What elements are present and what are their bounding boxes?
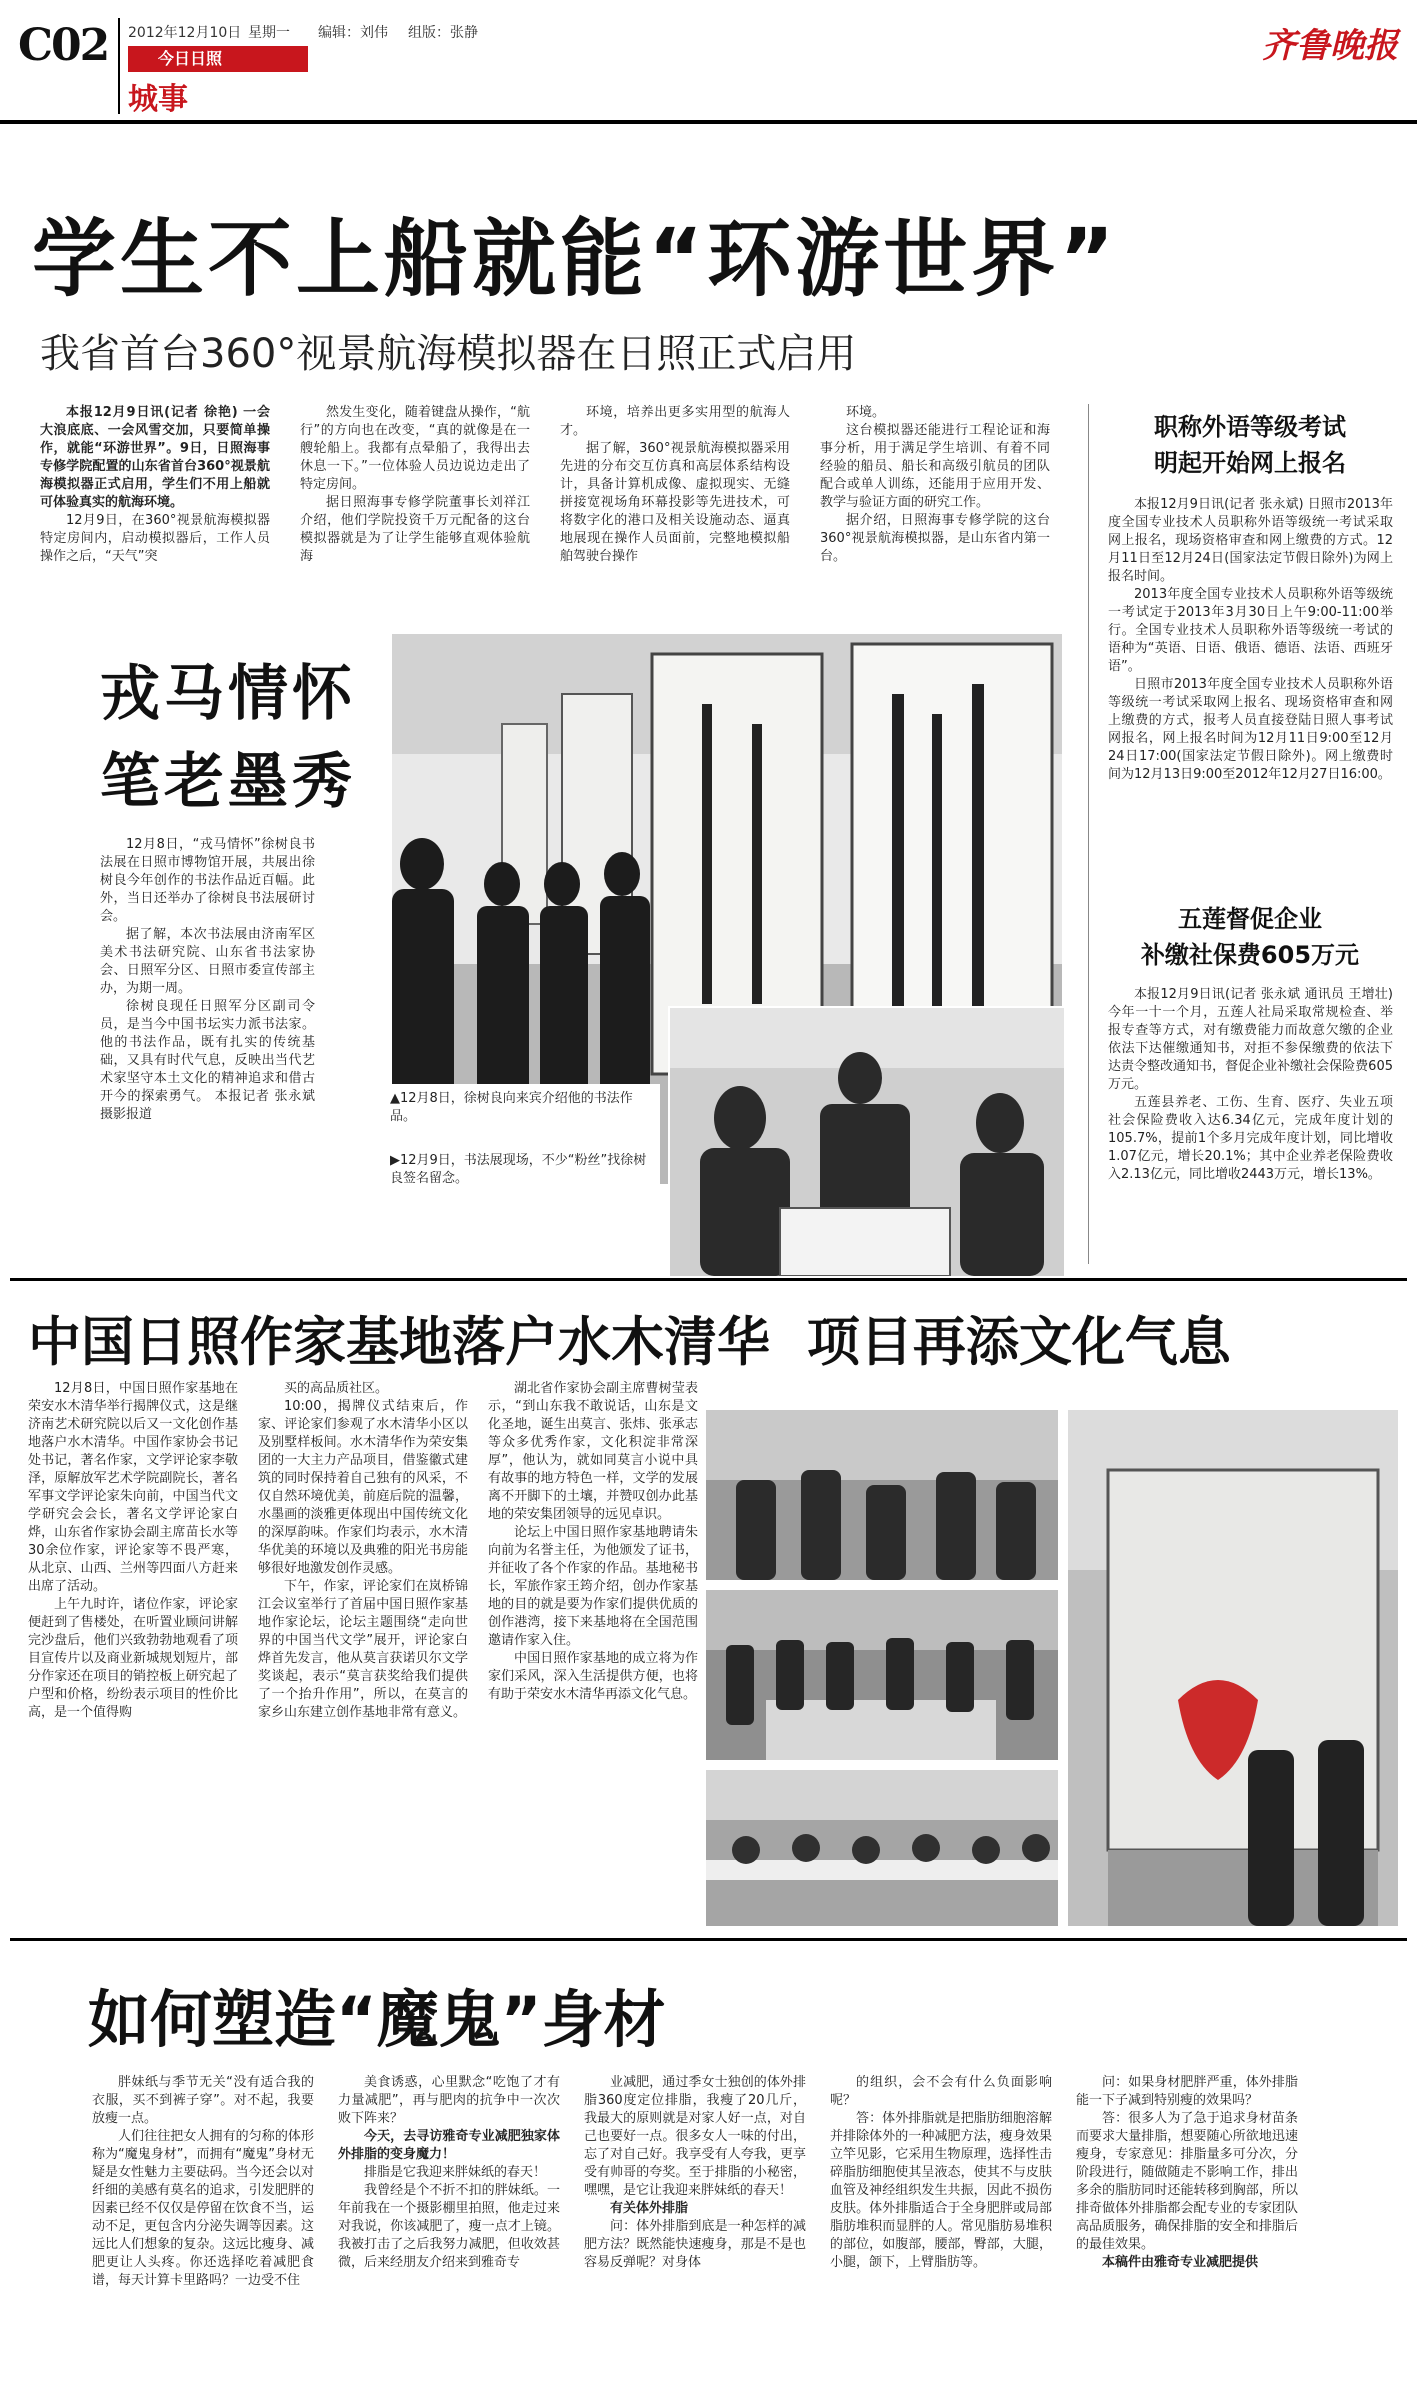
article4-para: 答：体外排脂就是把脂肪细胞溶解并排除体外的一种减肥方法，瘦身效果立竿见影，它采用生物原理，选择性击碎脂肪细胞使其呈液态，使其不与皮肤血管及神经组织发生共振，因此不损伤皮肤。体外排脂适合于全身肥胖或局部脂肪堆积而显胖的人。常见脂肪易堆积的部位，如腹部，腰部，臀部，大腿，小腿，颌下，上臂脂肪等。 [830,2111,1052,2270]
article1-col-3 [560,404,790,614]
sidebar1-para: 本报12月9日讯(记者 张永斌) 日照市2013年度全国专业技术人员职称外语等级统一考试采取网上报名，现场资格审查和网上缴费的方式。12月11日至12月24日(国家法定节假日除外)为网上报名时间。 [1108,497,1393,584]
article3-col-2 [258,1380,468,1910]
sand-table-photo [706,1590,1058,1760]
article3-para: 12月8日，中国日照作家基地在荣安水木清华举行揭牌仪式，这是继济南艺术研究院以后又一文化创作基地落户水木清华。中国作家协会书记处书记，著名作家，文学评论家李敬泽，原解放军艺术学院副院长，著名军事文学评论家朱向前，中国当代文学研究会会长，著名文学评论家白烨，山东省作家协会副主席苗长水等30余位作家，评论家等不畏严寒，从北京、山西、兰州等四面八方赶来出席了活动。 [28,1381,238,1594]
sidebar1-title-1: 职称外语等级考试 [1154,413,1346,441]
unveiling-photo [1068,1410,1398,1926]
article3-para: 下午，作家，评论家们在岚桥锦江会议室举行了首届中国日照作家基地作家论坛，论坛主题围绕“走向世界的中国当代文学”展开，评论家白烨首先发言，他从莫言获诺贝尔文学奖谈起，表示“莫言获奖给我们提供了一个抬升作用”，所以，在莫言的家乡山东建立创作基地非常有意义。 [258,1579,468,1720]
article3-col-1 [28,1380,238,1910]
article3-headline: 中国日照作家基地落户水木清华 项目再添文化气息 [28,1312,1231,1373]
section-tag: 今日日照 [128,46,308,72]
article2-para: 徐树良现任日照军分区副司令员，是当今中国书坛实力派书法家。他的书法作品，既有扎实的传统基础，又具有时代气息，反映出当代艺术家坚守本土文化的精神追求和借古开今的探索勇气。 本报记者 张永斌 摄影报道 [100,999,315,1122]
issue-date: 2012年12月10日 [128,25,242,41]
article1-col-4 [820,404,1050,614]
sidebar1-body [1108,496,1393,896]
article4-para: 的组织，会不会有什么负面影响呢？ [830,2075,1052,2108]
sand-table-illustration [706,1590,1058,1760]
article4-para: 排脂是它我迎来胖妹纸的春天！ [364,2165,547,2180]
forum-illustration [706,1770,1058,1926]
section-rule-1 [10,1278,1407,1281]
signing-photo [668,1006,1066,1278]
article4-col-4 [830,2074,1052,2374]
article1-para: 这台模拟器还能进行工程论证和海事分析，用于满足学生培训、有着不同经验的船员、船长和高级引航员的团队配合或单人训练，还能用于应用开发、教学与验证方面的研究工作。 [820,423,1050,510]
article1-col-1 [40,404,270,614]
article2-headline-2: 笔老墨秀 [100,747,356,817]
sidebar1-para: 2013年度全国专业技术人员职称外语等级统一考试定于2013年3月30日上午9:00-11:00举行。全国专业技术人员职称外语等级统一考试的语种为“英语、日语、俄语、德语、法语、西班牙语”。 [1108,587,1393,674]
sidebar2-title-1: 五莲督促企业 [1178,905,1322,933]
issue-layout: 组版：张静 [408,25,478,41]
article4-para: 答：很多人为了急于追求身材苗条而要求大量排脂，想要随心所欲地迅速瘦身，专家意见：排脂量多可分次，分阶段进行，随做随走不影响工作，排出多余的脂肪同时还能转移到胸部，所以排奇做体外排脂都会配专业的专家团队高品质服务，确保排脂的安全和排脂后的最佳效果。 [1076,2111,1298,2252]
article4-col-5 [1076,2074,1298,2374]
article1-para: 据了解，360°视景航海模拟器采用先进的分布交互仿真和高层体系结构设计，具备计算机成像、虚拟现实、无缝拼接宽视场角环幕投影等先进技术，可将数字化的港口及相关设施动态、逼真地展现在操作人员面前，完整地模拟船舶驾驶台操作 [560,441,790,564]
article4-para: 胖妹纸与季节无关“没有适合我的衣服，买不到裤子穿”。对不起，我要放瘦一点。 [92,2075,314,2126]
article1-col-2 [300,404,530,614]
sidebar2-body [1108,986,1393,1266]
article4-headline: 如何塑造“魔鬼”身材 [88,1983,666,2056]
article3-para: 中国日照作家基地的成立将为作家们采风，深入生活提供方便，也将有助于荣安水木清华再添文化气息。 [488,1651,698,1702]
page-code: C02 [18,20,109,71]
masthead [0,0,1417,122]
article3-para: 10:00，揭牌仪式结束后，作家、评论家们参观了水木清华小区以及别墅样板间。水木清华作为荣安集团的一大主力产品项目，借鉴徽式建筑的同时保持着自己独有的风采，不仅自然环境优美，前庭后院的温馨，水墨画的淡雅更体现出中国传统文化的深厚韵味。作家们均表示，水木清华优美的环境以及典雅的阳光书房能够很好地激发创作灵感。 [258,1399,468,1576]
article4-para: 美食诱惑，心里默念“吃饱了才有力量减肥”，再与肥肉的抗争中一次次败下阵来？ [338,2075,560,2126]
article4-para: 今天，去寻访雅奇专业减肥独家体外排脂的变身魔力！ [338,2129,560,2162]
article4-para: 我曾经是个不折不扣的胖妹纸。一年前我在一个摄影棚里拍照，他走过来对我说，你该减肥了，瘦一点才上镜。我被打击了之后我努力减肥，但收效甚微，后来经朋友介绍来到雅奇专 [338,2183,560,2270]
sidebar2-title-2: 补缴社保费605万元 [1140,941,1360,969]
article4-col-3 [584,2074,806,2374]
article4-subhead: 有关体外排脂 [610,2201,689,2216]
article1-para: 环境。 [846,405,886,420]
article1-para: 然发生变化，随着键盘从操作，“航行”的方向也在改变，“真的就像是在一艘轮船上。我都有点晕船了，我得出去休息一下。”一位体验人员边说边走出了特定房间。 [300,405,530,492]
article3-para: 上午九时许，诸位作家，评论家便赶到了售楼处，在听置业顾问讲解完沙盘后，他们兴致勃勃地观看了项目宣传片以及商业新城规划短片，部分作家还在项目的销控板上研究起了户型和价格，纷纷表示项目的性价比高，是一个值得购 [28,1597,238,1720]
sidebar1-title-2: 明起开始网上报名 [1154,449,1346,477]
article4-para: 业减肥，通过季女士独创的体外排脂360度定位排脂，我瘦了20几斤，我最大的原则就是对家人好一点，对自己也要好一点。很多女人一味的付出，忘了对自己好。我享受有人夸我，更享受有帅哥的夸奖。至于排脂的小秘密，嘿嘿，是它让我迎来胖妹纸的春天！ [584,2075,806,2198]
article4-para: 人们往往把女人拥有的匀称的体形称为“魔鬼身材”，而拥有“魔鬼”身材无疑是女性魅力主要砝码。当今还会以对纤细的美感有莫名的追求，引发肥胖的因素已经不仅仅是停留在饮食不当，运动不足，更包含内分泌失调等因素。这远比人们想象的复杂。这远比瘦身、减肥更让人头疼。你还选择吃着减肥食谱，每天计算卡里路吗？一边受不住 [92,2129,314,2288]
article4-para: 问：如果身材肥胖严重，体外排脂能一下子减到特别瘦的效果吗？ [1076,2075,1298,2108]
article1-para: 本报12月9日讯(记者 徐艳) 一会大浪底底、一会风雪交加，只要简单操作，就能“环游世界”。9日，日照海事专修学院配置的山东省首台360°视景航海模拟器正式启用，学生们不用上船就可体验真实的航海环境。 [40,405,270,510]
article4-col-2 [338,2074,560,2374]
article4-para: 问：体外排脂到底是一种怎样的减肥方法？既然能快速瘦身，那是不是也容易反弹呢？对身体 [584,2219,806,2270]
signing-illustration [670,1008,1064,1276]
masthead-rule [0,120,1417,124]
sidebar1-para: 日照市2013年度全国专业技术人员职称外语等级统一考试采取网上报名、现场资格审查和网上缴费的方式，报考人员直接登陆日照人事考试网报名，网上报名时间为12月11日9:00至12月24日17:00(国家法定节假日除外)。网上缴费时间为12月13日9:00至2012年12月27日16:00。 [1108,677,1393,782]
article2-para: 据了解，本次书法展由济南军区美术书法研究院、山东省书法家协会、日照军分区、日照市委宣传部主办，为期一周。 [100,927,315,996]
newspaper-logo: 齐鲁晚报 [1262,26,1398,66]
article4-col-1 [92,2074,314,2374]
masthead-divider [118,18,120,114]
article3-para: 论坛上中国日照作家基地聘请朱向前为名誉主任，为他颁发了证书，并征收了各个作家的作品。基地秘书长，军旅作家王筠介绍，创办作家基地的目的就是要为作家们提供优质的创作港湾，接下来基地将在全国范围邀请作家入住。 [488,1525,698,1648]
article2-headline-1: 戎马情怀 [100,659,356,729]
article4-credit: 本稿件由雅奇专业减肥提供 [1102,2255,1259,2270]
article3-para: 湖北省作家协会副主席曹树莹表示，“到山东我不敢说话，山东是文化圣地，诞生出莫言、张炜、张承志等众多优秀作家，文化积淀非常深厚”，他认为，就如同莫言小说中具有故事的地方特色一样，文学的发展离不开脚下的土壤，并赞叹创办此基地的荣安集团领导的远见卓识。 [488,1381,698,1522]
caption-signing: ▶12月9日，书法展现场，不少“粉丝”找徐树良签名留念。 [390,1153,647,1186]
meeting-illustration [706,1410,1058,1580]
issue-weekday: 星期一 [248,25,290,41]
section-rule-2 [10,1938,1407,1941]
article2-body [100,836,315,1266]
section-name: 城事 [128,82,188,117]
article1-subhead: 我省首台360°视景航海模拟器在日照正式启用 [40,331,857,377]
caption-exhibition: ▲12月8日，徐树良向来宾介绍他的书法作品。 [390,1091,633,1124]
sidebar-divider [1088,404,1089,1264]
issue-editor: 编辑：刘伟 [318,25,388,41]
article1-para: 12月9日，在360°视景航海模拟器特定房间内，启动模拟器后，工作人员操作之后，“天气”突 [40,513,270,564]
sidebar2-para: 五莲县养老、工伤、生育、医疗、失业五项社会保险费收入达6.34亿元，完成年度计划的105.7%，提前1个多月完成年度计划，同比增收1.07亿元，增长20.1%；其中企业养老保险费收入2.13亿元，同比增收2443万元，增长13%。 [1108,1095,1393,1182]
article2-para: 12月8日，“戎马情怀”徐树良书法展在日照市博物馆开展，共展出徐树良今年创作的书法作品近百幅。此外，当日还举办了徐树良书法展研讨会。 [100,837,315,924]
article1-para: 据日照海事专修学院董事长刘祥江介绍，他们学院投资千万元配备的这台模拟器就是为了让学生能够直观体验航海 [300,495,530,564]
article1-headline: 学生不上船就能“环游世界” [32,210,1119,308]
sidebar2-para: 本报12月9日讯(记者 张永斌 通讯员 王增壮) 今年一十一个月，五莲人社局采取常规检查、举报专查等方式，对有缴费能力而故意欠缴的企业依法下达催缴通知书，对拒不参保缴费的依法下达责令整改通知书，督促企业补缴社会保险费605万元。 [1108,987,1393,1092]
unveiling-illustration [1068,1410,1398,1926]
article3-col-3 [488,1380,698,1910]
article1-para: 环境，培养出更多实用型的航海人才。 [560,405,790,438]
article3-para: 买的高品质社区。 [284,1381,389,1396]
writers-meeting-photo [706,1410,1058,1580]
forum-photo [706,1770,1058,1926]
article1-para: 据介绍，日照海事专修学院的这台360°视景航海模拟器，是山东省内第一台。 [820,513,1050,564]
